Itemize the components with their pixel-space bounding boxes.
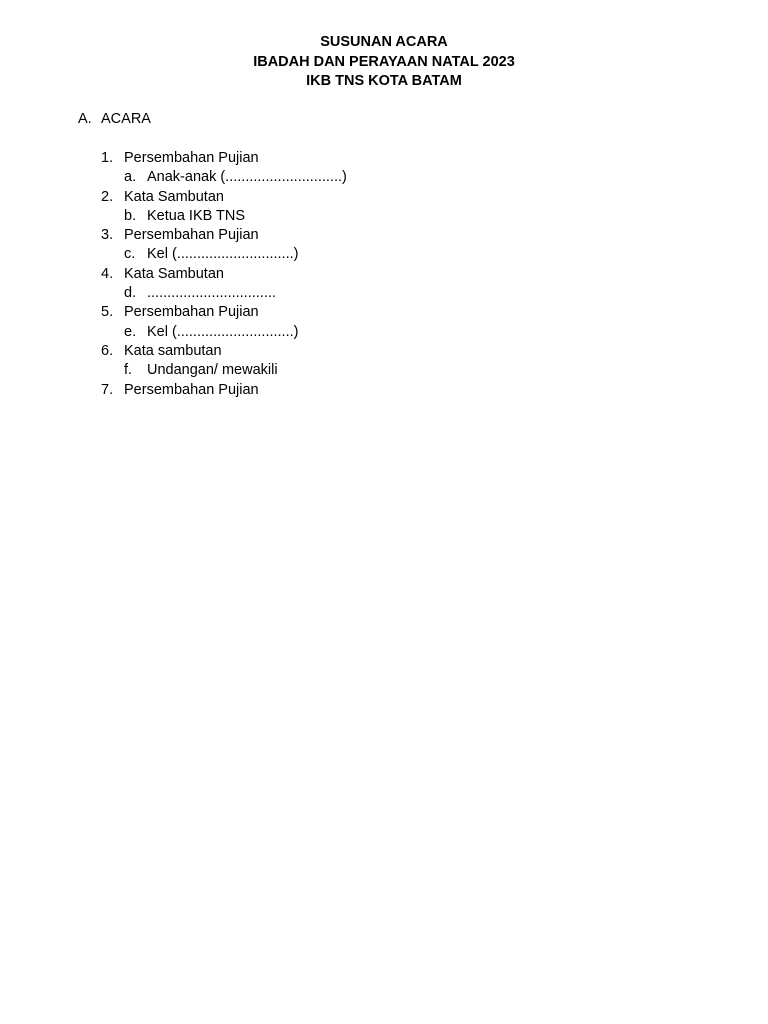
sub-list-item	[101, 245, 347, 264]
item-number: 1.	[101, 150, 114, 166]
sub-item-label: Kel (.............................)	[147, 246, 299, 263]
item-label: Kata Sambutan	[124, 188, 224, 205]
item-label: Persembahan Pujian	[124, 304, 259, 321]
sub-item-letter: a.	[124, 169, 137, 186]
item-number: 7.	[101, 381, 114, 398]
section-label: ACARA	[101, 111, 151, 127]
item-number: 2.	[101, 188, 114, 205]
title-line-1: SUSUNAN ACARA	[320, 34, 448, 50]
sub-item-letter: c.	[124, 246, 136, 263]
list-item	[101, 226, 347, 245]
list-item	[101, 265, 347, 284]
item-label: Persembahan Pujian	[124, 381, 259, 398]
agenda-list	[101, 149, 347, 400]
list-item	[101, 303, 347, 322]
sub-item-letter: b.	[124, 207, 137, 224]
sub-list-item	[101, 284, 347, 303]
sub-item-label: Anak-anak (.............................)	[147, 169, 347, 186]
item-label: Kata sambutan	[124, 342, 222, 359]
section-heading	[78, 110, 151, 129]
item-label: Kata Sambutan	[124, 265, 224, 282]
title-line-3: IKB TNS KOTA BATAM	[306, 73, 462, 89]
sub-item-label: Undangan/ mewakili	[147, 362, 278, 379]
list-item	[101, 342, 347, 361]
sub-item-letter: e.	[124, 323, 137, 340]
list-item	[101, 381, 347, 400]
item-number: 4.	[101, 265, 114, 282]
sub-item-label: Ketua IKB TNS	[147, 207, 246, 224]
sub-list-item	[101, 361, 347, 380]
document-title	[0, 33, 768, 92]
sub-item-label: ................................	[147, 285, 276, 302]
sub-list-item	[101, 168, 347, 187]
title-line-2: IBADAH DAN PERAYAAN NATAL 2023	[253, 53, 515, 70]
item-number: 3.	[101, 227, 114, 244]
list-item	[101, 188, 347, 207]
item-number: 6.	[101, 342, 114, 359]
list-item	[101, 149, 347, 168]
sub-list-item	[101, 323, 347, 342]
item-label: Persembahan Pujian	[124, 227, 259, 244]
sub-item-letter: f.	[124, 362, 133, 379]
sub-item-label: Kel (.............................)	[147, 323, 299, 340]
sub-item-letter: d.	[124, 285, 137, 302]
section-marker: A.	[78, 111, 92, 127]
item-label: Persembahan Pujian	[124, 150, 259, 166]
sub-list-item	[101, 207, 347, 226]
item-number: 5.	[101, 304, 114, 321]
